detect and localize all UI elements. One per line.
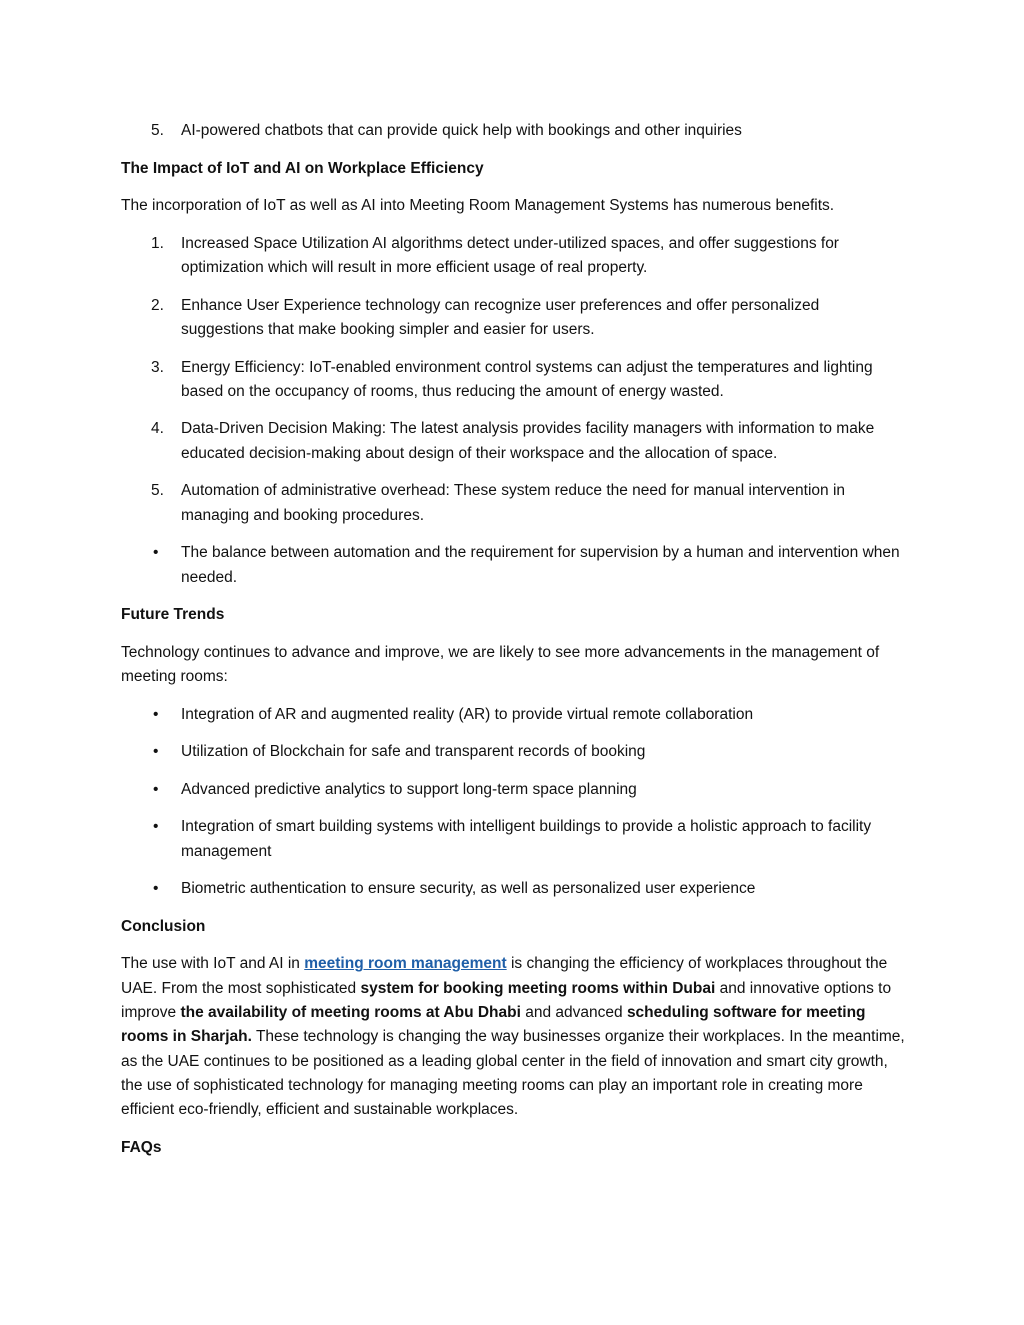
list-marker: 2. — [151, 296, 164, 314]
list-item — [121, 417, 906, 466]
impact-bullet-list — [121, 541, 906, 590]
conclusion-text: and advanced — [520, 1004, 627, 1022]
bullet-icon: • — [153, 743, 159, 761]
list-item — [121, 778, 906, 802]
list-item-text: Energy Efficiency: IoT-enabled environment control systems can adjust the temperatures and lighting based on the occupancy of rooms, thus reducing the amount of energy wasted. — [181, 358, 873, 400]
list-marker: 1. — [151, 234, 164, 252]
conclusion-text: is changing the efficiency of workplaces throughout the UAE. From the most sophisticated — [121, 955, 888, 997]
conclusion-text: These technology is changing the way businesses organize their workplaces. In the meantime, as the UAE continues to be positioned as a leading global center in the field of innovation and smart city growth, the use of sophisticated technology for managing meeting rooms can play an important role in creating more efficient eco-friendly, efficient and sustainable workplaces. — [121, 1028, 905, 1119]
list-item — [121, 232, 906, 281]
impact-intro: The incorporation of IoT as well as AI into Meeting Room Management Systems has numerous benefits. — [121, 197, 835, 215]
future-intro: Technology continues to advance and improve, we are likely to see more advancements in the management of meeting rooms: — [121, 643, 880, 686]
list-item-text: Utilization of Blockchain for safe and transparent records of booking — [181, 743, 646, 761]
bullet-icon: • — [153, 880, 159, 898]
conclusion-bold-text: scheduling software for meeting rooms in Sharjah. — [121, 1004, 866, 1046]
intro-numbered-list — [121, 119, 906, 143]
list-marker: 5. — [151, 122, 164, 139]
bullet-icon: • — [153, 780, 159, 798]
list-item — [121, 479, 906, 528]
bullet-icon: • — [153, 705, 159, 723]
list-item-text: Automation of administrative overhead: These system reduce the need for manual intervention in managing and booking procedures. — [181, 482, 846, 524]
bullet-icon: • — [153, 544, 159, 562]
list-item-text: AI-powered chatbots that can provide quick help with bookings and other inquiries — [181, 122, 742, 139]
faqs-heading: FAQs — [121, 1138, 162, 1156]
conclusion-text: and innovative options to improve — [121, 979, 892, 1022]
list-item — [121, 294, 906, 343]
meeting-room-management-link[interactable]: meeting room management — [304, 955, 507, 973]
list-item — [121, 877, 906, 901]
list-item-text: Integration of AR and augmented reality (AR) to provide virtual remote collaboration — [181, 705, 754, 723]
list-item-text: Biometric authentication to ensure security, as well as personalized user experience — [181, 880, 756, 898]
list-item — [121, 815, 906, 864]
conclusion-bold-text: the availability of meeting rooms at Abu Dhabi — [180, 1004, 521, 1022]
list-item — [121, 356, 906, 405]
impact-numbered-list — [121, 232, 906, 528]
future-bullet-list — [121, 703, 906, 902]
conclusion-heading: Conclusion — [121, 917, 206, 935]
list-item — [121, 740, 906, 764]
conclusion-text: The use with IoT and AI in — [121, 955, 305, 973]
list-item — [121, 703, 906, 727]
document-page — [121, 119, 906, 1173]
list-item-text: Integration of smart building systems with intelligent buildings to provide a holistic approach to facility management — [181, 818, 872, 860]
list-item-text: Advanced predictive analytics to support long-term space planning — [181, 780, 637, 798]
list-item — [121, 541, 906, 590]
list-marker: 3. — [151, 358, 164, 376]
list-item-text: Enhance User Experience technology can recognize user preferences and offer personalized suggestions that make booking simpler and easier for users. — [181, 296, 820, 338]
list-item-text: The balance between automation and the requirement for supervision by a human and intervention when needed. — [181, 544, 900, 586]
bullet-icon: • — [153, 818, 159, 836]
list-marker: 5. — [151, 482, 164, 500]
list-item — [121, 119, 906, 143]
list-marker: 4. — [151, 420, 164, 438]
impact-heading: The Impact of IoT and AI on Workplace Efficiency — [121, 159, 484, 177]
future-heading: Future Trends — [121, 606, 225, 624]
list-item-text: Data-Driven Decision Making: The latest analysis provides facility managers with information to make educated decision-making about design of their workspace and the allocation of space. — [181, 420, 875, 462]
conclusion-paragraph — [121, 952, 906, 1122]
conclusion-bold-text: system for booking meeting rooms within Dubai — [360, 979, 716, 997]
list-item-text: Increased Space Utilization AI algorithms detect under-utilized spaces, and offer suggestions for optimization which will result in more efficient usage of real property. — [181, 234, 839, 277]
